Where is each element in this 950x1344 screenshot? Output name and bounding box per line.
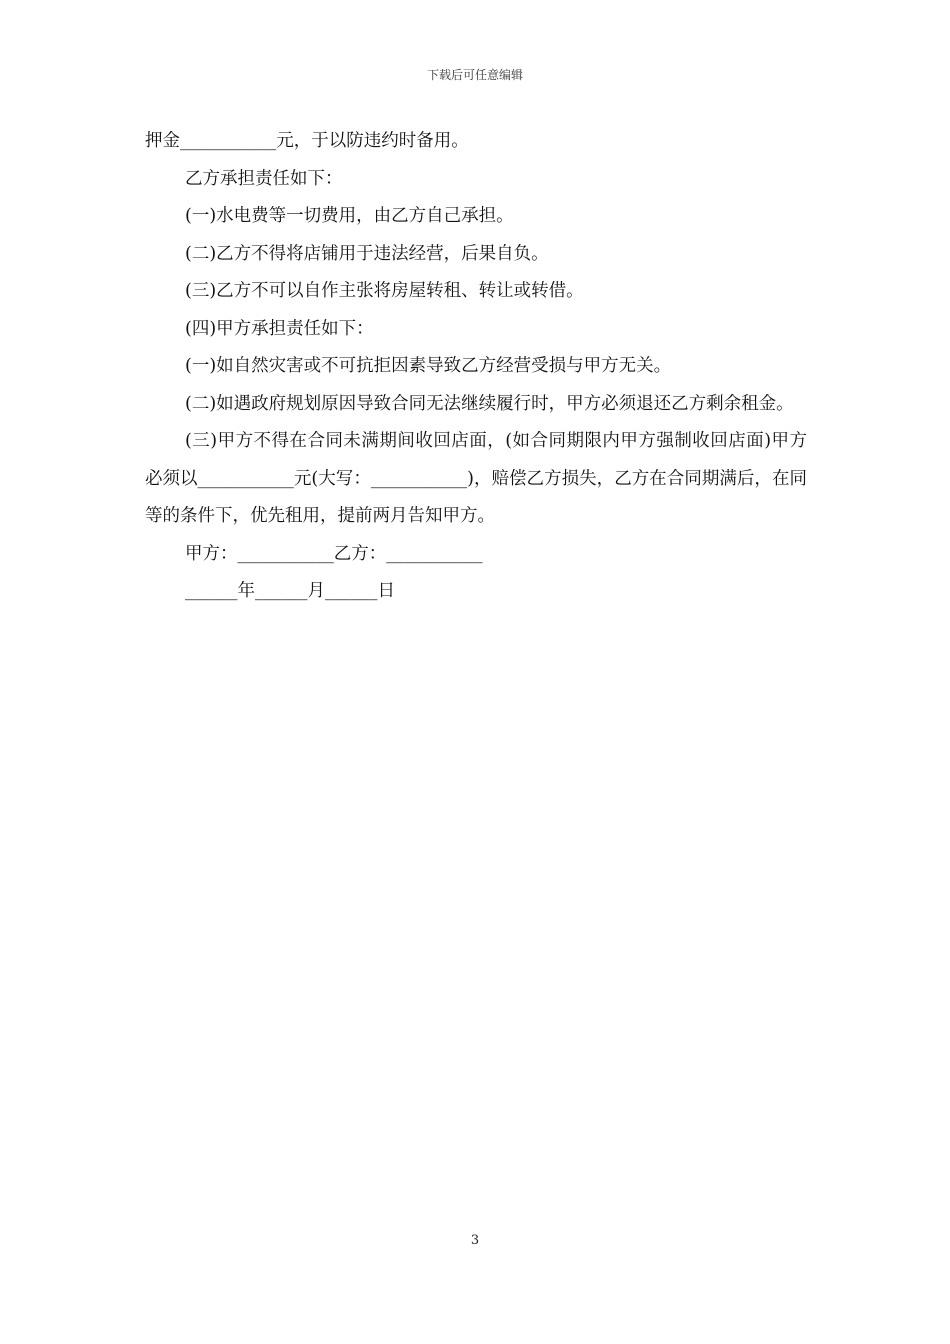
page-number: 3 [470,1233,480,1248]
date-line: ______年______月______日 [185,581,395,601]
paragraph-party-b-item-2: (二)乙方不得将店铺用于违法经营，后果自负。 [185,243,549,264]
document-body [145,123,807,611]
paragraph-party-a-item-1: (一)如自然灾害或不可抗拒因素导致乙方经营受损与甲方无关。 [185,356,672,376]
paragraph-party-b-item-1: (一)水电费等一切费用，由乙方自己承担。 [185,206,514,226]
paragraph-party-b-heading: 乙方承担责任如下： [185,168,343,189]
paragraph-deposit: 押金___________元，于以防违约时备用。 [145,131,469,151]
paragraph-party-a-item-2: (二)如遇政府规划原因导致合同无法继续履行时，甲方必须退还乙方剩余租金。 [185,393,794,414]
page-header-note: 下载后可任意编辑 [426,68,523,82]
signature-line: 甲方：___________乙方：___________ [185,543,483,564]
paragraph-party-b-item-3: (三)乙方不可以自作主张将房屋转租、转让或转借。 [185,281,584,301]
paragraph-party-a-item-3: (三)甲方不得在合同未满期间收回店面，(如合同期限内甲方强制收回店面)甲方必须以___________元(大写：___________)，赔偿乙方损失，乙方在合同期满后，在同等的条件下，优先租用，提前两月告知甲方。 [145,431,807,526]
paragraph-party-a-heading: (四)甲方承担责任如下： [185,318,374,339]
